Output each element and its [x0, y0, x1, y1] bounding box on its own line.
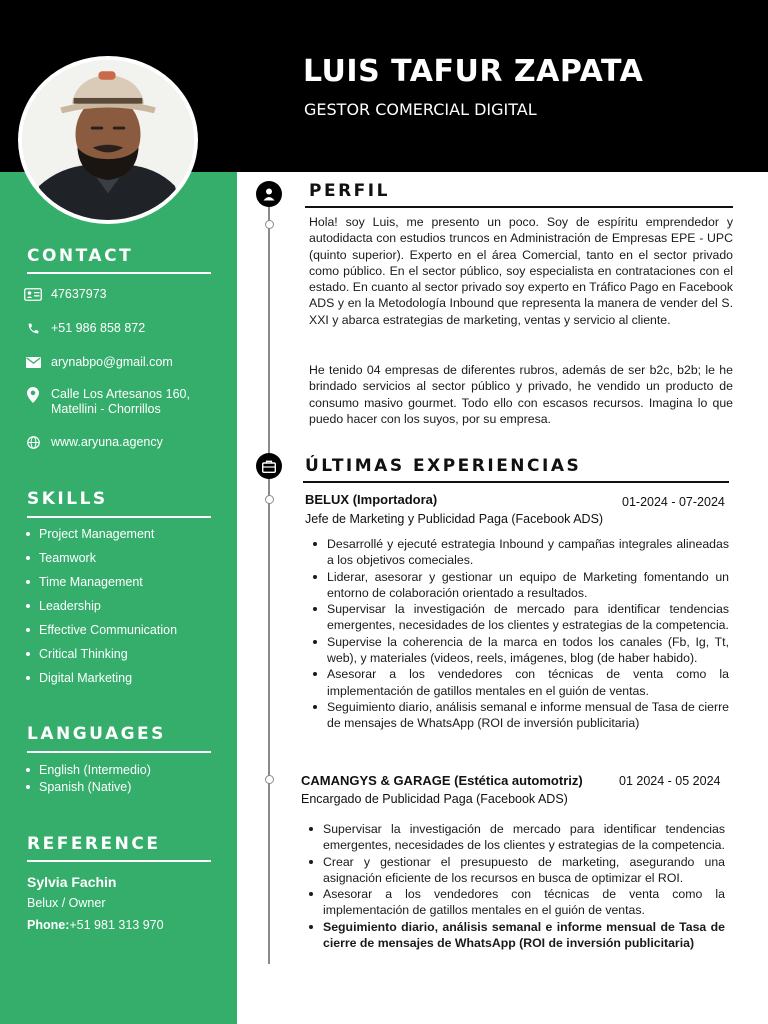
skills-list	[26, 522, 177, 690]
reference-divider	[27, 860, 211, 862]
job-1-dates: 01-2024 - 07-2024	[622, 495, 725, 509]
list-item: Seguimiento diario, análisis semanal e informe mensual de Tasa de cierre de mensajes de WhatsApp (ROI de inversión publicitaria)	[301, 919, 725, 952]
timeline-dot	[265, 775, 274, 784]
skill-item: Time Management	[26, 570, 177, 594]
profile-divider	[305, 206, 733, 208]
experience-divider	[303, 481, 729, 483]
skill-item: Digital Marketing	[26, 666, 177, 690]
timeline-line	[268, 194, 270, 964]
languages-divider	[27, 751, 211, 753]
skill-item: Effective Communication	[26, 618, 177, 642]
job-2-responsibilities	[301, 821, 725, 951]
briefcase-icon	[256, 453, 282, 479]
skills-divider	[27, 516, 211, 518]
timeline-dot	[265, 220, 274, 229]
job-1-role: Jefe de Marketing y Publicidad Paga (Facebook ADS)	[305, 512, 604, 526]
reference-heading: REFERENCE	[27, 834, 161, 854]
job-2-dates: 01 2024 - 05 2024	[619, 774, 721, 788]
contact-address	[24, 387, 190, 417]
reference-phone	[27, 918, 164, 932]
globe-icon	[24, 435, 42, 449]
skill-item: Critical Thinking	[26, 642, 177, 666]
list-item: Desarrollé y ejecuté estrategia Inbound y campañas integrales alineadas a los objetivos comeciales.	[305, 536, 729, 569]
contact-heading: CONTACT	[27, 246, 134, 266]
address-line-2: Matellini - Chorrillos	[51, 402, 161, 416]
list-item: Liderar, asesorar y gestionar un equipo de Marketing fomentando un entorno de colaboración orientado a resultados.	[305, 569, 729, 602]
person-icon	[256, 181, 282, 207]
phone-icon	[24, 321, 42, 335]
contact-website	[24, 435, 163, 450]
profile-photo	[18, 56, 198, 224]
timeline-dot	[265, 495, 274, 504]
reference-role: Belux / Owner	[27, 896, 106, 910]
contact-phone-text[interactable]: +51 986 858 872	[51, 321, 146, 335]
location-pin-icon	[24, 387, 42, 403]
contact-email	[24, 355, 173, 370]
candidate-title: GESTOR COMERCIAL DIGITAL	[304, 100, 537, 119]
contact-address-text	[51, 387, 190, 417]
experience-heading: ÚLTIMAS EXPERIENCIAS	[305, 456, 582, 476]
list-item: Supervisar la investigación de mercado para identificar tendencias emergentes, necesidades de los clientes y estrategias de la competencia.	[305, 601, 729, 634]
reference-name: Sylvia Fachin	[27, 874, 117, 890]
languages-list	[26, 761, 151, 795]
job-2-role: Encargado de Publicidad Paga (Facebook ADS)	[301, 792, 568, 806]
job-1-company: BELUX (Importadora)	[305, 492, 438, 507]
languages-heading: LANGUAGES	[27, 724, 166, 744]
profile-paragraph-1: Hola! soy Luis, me presento un poco. Soy de espíritu emprendedor y autodidacta con estudios truncos en Administración de Empresas EPE - UPC (quinto superior). Experto en el área Comercial, tanto en el sector privado como público. En el sector público, soy especialista en contrataciones con el estado. En cuanto al sector privado soy experto en Tráfico Pago en Facebook ADS y en la Metodología Inbound que representa la manera de vender del S. XXI y abarca estrategias de marketing, ventas y servicio al cliente.	[309, 215, 733, 327]
profile-heading: PERFIL	[309, 181, 390, 201]
email-icon	[24, 355, 42, 369]
skills-heading: SKILLS	[27, 489, 108, 509]
id-card-icon	[24, 287, 42, 301]
contact-phone	[24, 321, 145, 336]
skill-item: Project Management	[26, 522, 177, 546]
contact-divider	[27, 272, 211, 274]
language-item: Spanish (Native)	[26, 778, 151, 795]
address-line-1: Calle Los Artesanos 160,	[51, 387, 190, 401]
list-item: Asesorar a los vendedores con técnicas de venta como la implementación de gatillos mentales en el guión de ventas.	[305, 666, 729, 699]
contact-email-text[interactable]: arynabpo@gmail.com	[51, 355, 173, 369]
skill-item: Leadership	[26, 594, 177, 618]
list-item: Asesorar a los vendedores con técnicas de venta como la implementación de gatillos mentales en el guión de ventas.	[301, 886, 725, 919]
contact-website-text[interactable]: www.aryuna.agency	[51, 435, 163, 449]
contact-id	[24, 287, 107, 302]
job-1-responsibilities	[305, 536, 729, 732]
job-2-company: CAMANGYS & GARAGE (Estética automotriz)	[301, 773, 583, 788]
contact-id-text: 47637973	[51, 287, 107, 301]
profile-paragraph-2: He tenido 04 empresas de diferentes rubros, además de ser b2c, b2b; le he brindado servicios al sector público y privado, he vendido un producto de consumo masivo gourmet. Todo ello con escasos recursos. Imagina lo que puedo hacer con los suyos, por su empresa.	[309, 363, 733, 426]
list-item: Supervisar la investigación de mercado para identificar tendencias emergentes, necesidades de los clientes y estrategias de la competencia.	[301, 821, 725, 854]
list-item: Crear y gestionar el presupuesto de marketing, asegurando una asignación eficiente de los recursos en busca de optimizar el ROI.	[301, 854, 725, 887]
list-item: Supervise la coherencia de la marca en todos los canales (Fb, Ig, Tt, web), y materiales (videos, reels, imágenes, blog (de haber habido).	[305, 634, 729, 667]
list-item: Seguimiento diario, análisis semanal e informe mensual de Tasa de cierre de mensajes de WhatsApp (ROI de inversión publicitaria)	[305, 699, 729, 732]
candidate-name: LUIS TAFUR ZAPATA	[303, 54, 644, 89]
language-item: English (Intermedio)	[26, 761, 151, 778]
reference-phone-label: Phone:	[27, 918, 70, 932]
reference-phone-number: +51 981 313 970	[69, 918, 164, 932]
skill-item: Teamwork	[26, 546, 177, 570]
